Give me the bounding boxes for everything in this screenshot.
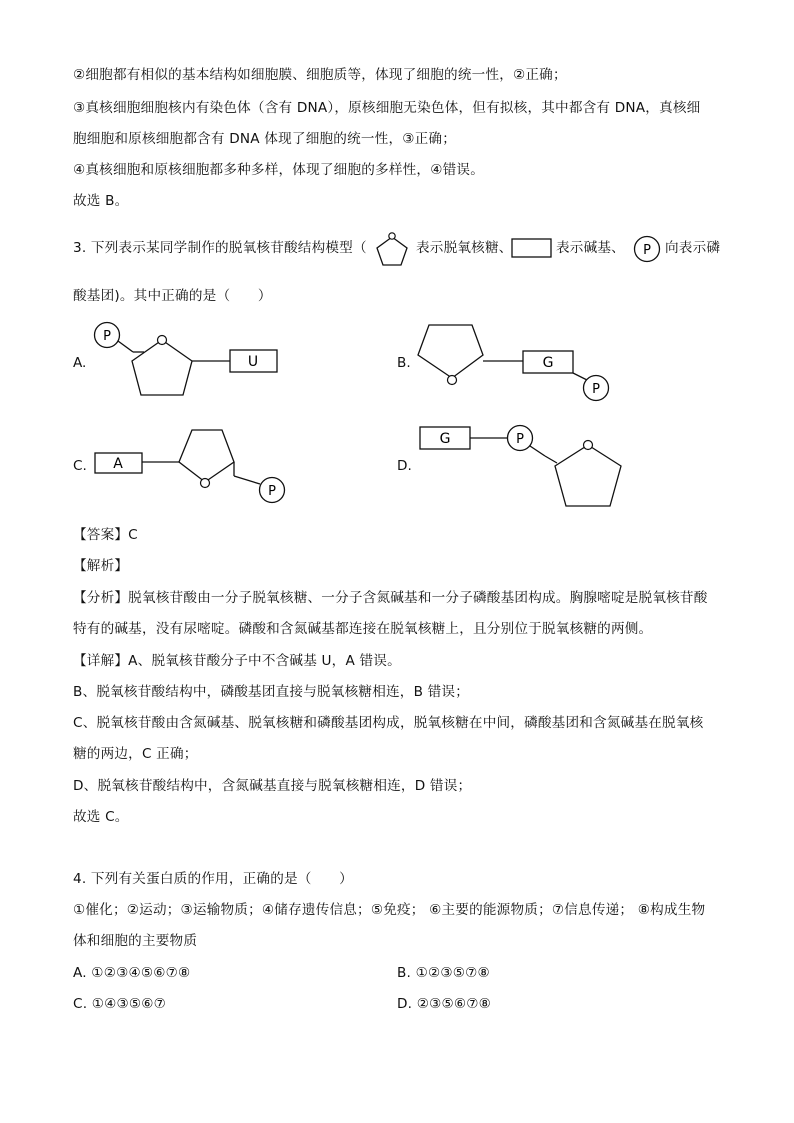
svg-text:P: P [516, 432, 524, 447]
q4-items-a: ①催化；②运动；③运输物质；④储存遗传信息；⑤免疫； ⑥主要的能源物质；⑦信息传递； ⑧构成生物 [73, 902, 706, 918]
q3-detail-b: B、脱氧核苷酸结构中，磷酸基团直接与脱氧核糖相连，B 错误； [73, 684, 470, 700]
q3-detail-d: D、脱氧核苷酸结构中，含氮碱基直接与脱氧核糖相连，D 错误； [73, 778, 472, 794]
q3-answer: 【答案】C [73, 527, 138, 543]
svg-text:G: G [542, 355, 554, 371]
option-a-diagram [90, 318, 290, 404]
q4-option-c: C. ①④③⑤⑥⑦ [73, 996, 167, 1012]
legend-sugar-text: 表示脱氧核糖、 [416, 240, 513, 256]
option-a-label: A. [73, 355, 87, 371]
q3-detail-c2: 糖的两边，C 正确； [73, 746, 198, 762]
svg-text:U: U [247, 354, 259, 370]
svg-text:G: G [439, 431, 451, 447]
legend-rectangle-icon [511, 237, 553, 259]
q3-analysis-1b: 特有的碱基，没有尿嘧啶。磷酸和含氮碱基都连接在脱氧核糖上，且分别位于脱氧核糖的两侧。 [73, 621, 653, 637]
prev-line-3a: ③真核细胞细胞核内有染色体（含有 DNA），原核细胞无染色体，但有拟核，其中都含有 DNA，真核细 [73, 100, 701, 116]
option-d-label: D. [397, 458, 412, 474]
q3-analysis-heading: 【解析】 [73, 558, 129, 574]
prev-line-3b: 胞细胞和原核细胞都含有 DNA 体现了细胞的统一性，③正确； [73, 131, 457, 147]
svg-text:P: P [103, 329, 111, 344]
svg-text:P: P [643, 243, 651, 258]
q4-stem: 4. 下列有关蛋白质的作用，正确的是（ ） [73, 871, 353, 887]
q4-items-b: 体和细胞的主要物质 [73, 933, 198, 949]
q3-detail-a: 【详解】A、脱氧核苷酸分子中不含碱基 U，A 错误。 [73, 653, 401, 669]
option-b-diagram [412, 318, 617, 406]
q3-analysis-1a: 【分析】脱氧核苷酸由一分子脱氧核糖、一分子含氮碱基和一分子磷酸基团构成。胸腺嘧啶是脱氧核苷酸 [73, 590, 708, 606]
q4-option-b: B. ①②③⑤⑦⑧ [397, 965, 490, 981]
legend-phosphate-icon [632, 234, 662, 264]
option-b-label: B. [397, 355, 411, 371]
q3-choose: 故选 C。 [73, 809, 129, 825]
svg-text:P: P [592, 382, 600, 397]
legend-phosphate-text: 向表示磷 [665, 240, 721, 256]
option-d-diagram [417, 420, 627, 512]
option-c-label: C. [73, 458, 87, 474]
option-c-diagram [92, 424, 292, 506]
q4-option-d: D. ②③⑤⑥⑦⑧ [397, 996, 492, 1012]
q3-detail-c1: C、脱氧核苷酸由含氮碱基、脱氧核糖和磷酸基团构成，脱氧核糖在中间，磷酸基团和含氮碱基在脱氧核 [73, 715, 704, 731]
q3-stem-a: 3. 下列表示某同学制作的脱氧核苷酸结构模型（ [73, 240, 367, 256]
legend-pentagon-icon [370, 230, 414, 268]
q4-option-a: A. ①②③④⑤⑥⑦⑧ [73, 965, 191, 981]
prev-line-2: ②细胞都有相似的基本结构如细胞膜、细胞质等，体现了细胞的统一性，②正确； [73, 67, 567, 83]
prev-choose: 故选 B。 [73, 193, 129, 209]
prev-line-4: ④真核细胞和原核细胞都多种多样，体现了细胞的多样性，④错误。 [73, 162, 484, 178]
svg-text:A: A [113, 456, 123, 472]
legend-base-text: 表示碱基、 [556, 240, 625, 256]
q3-stem-b: 酸基团)。其中正确的是（ ） [73, 288, 272, 304]
svg-text:P: P [268, 484, 276, 499]
